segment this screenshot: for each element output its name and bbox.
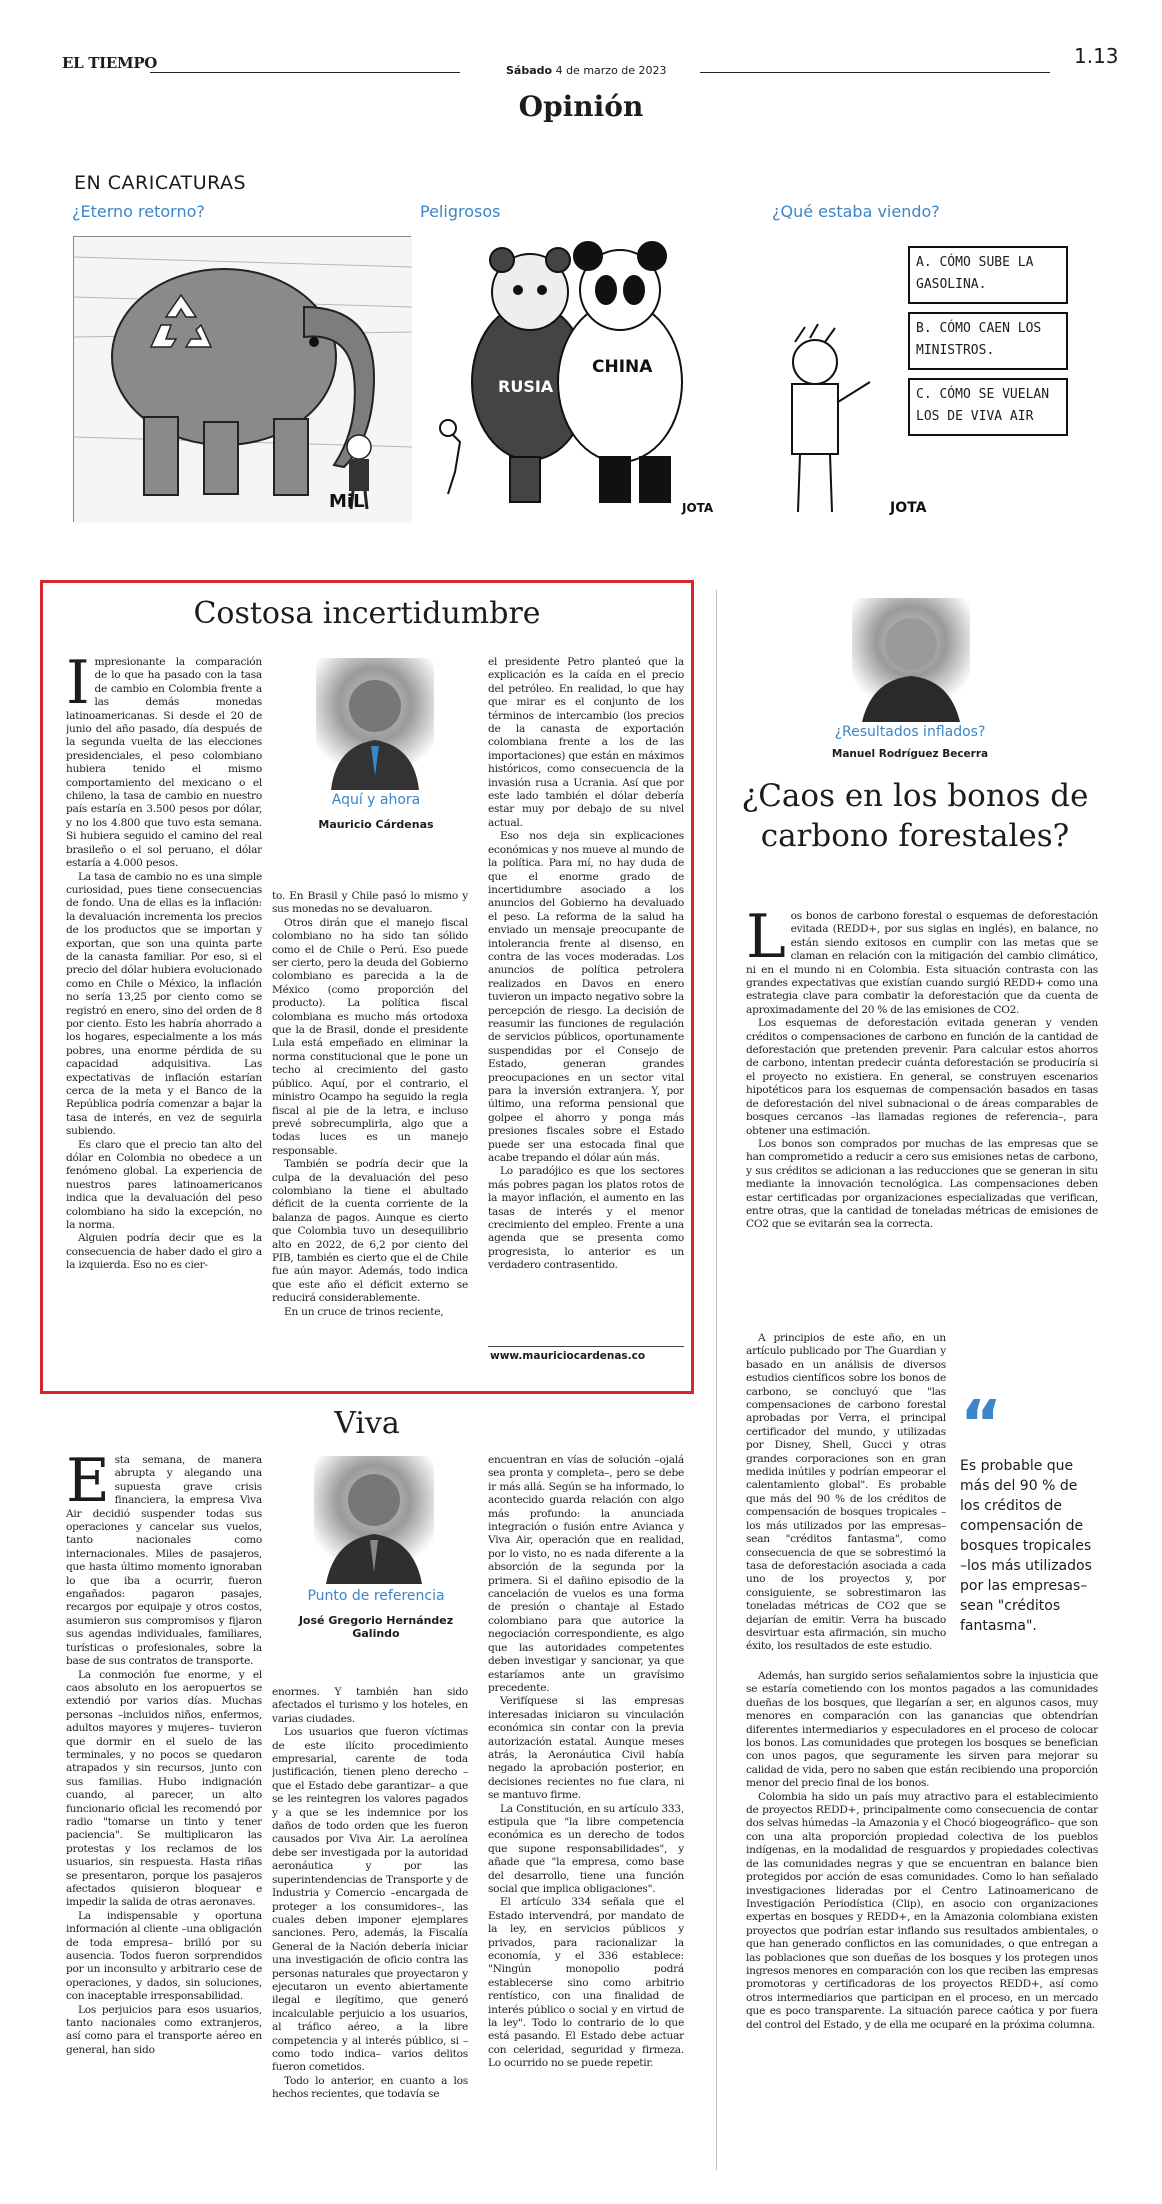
author-photo-cardenas (316, 658, 434, 790)
paragraph: enormes. Y también han sido afectados el turismo y los hoteles, en varias ciudades. (272, 1686, 468, 1725)
article2-col3 (488, 1454, 684, 2174)
article3-body (746, 910, 1098, 1330)
bears-illustration (420, 232, 750, 522)
paragraph: Alguien podría decir que es la consecuencia de haber dado el giro a la izquierda. Eso no es cier- (66, 1232, 262, 1272)
label-china: CHINA (592, 357, 653, 377)
paragraph: Otros dirán que el manejo fiscal colombiano no ha sido tan sólido como el de Chile o Perú. Eso puede ser cierto, pero la deuda del Gobierno colombiano es parecida a la de México (como proporción del producto). La política fiscal colombiana es mucho más ortodoxa que la de Brasil, donde el presidente Lula está empeñado en eliminar la norma constitucional que le pone un techo al crecimiento del gasto público. Aquí, por el contrario, el ministro Ocampo ha seguido la regla fiscal al pie de la letra, e incluso prevé sobrecumplirla, algo que a todas luces es un manejo responsable. (272, 916, 468, 1157)
cartoon-title-3: ¿Qué estaba viendo? (772, 202, 940, 221)
paper-name: EL TIEMPO (62, 54, 158, 72)
paragraph: También se podría decir que la culpa de la devaluación del peso colombiano la tiene el abultado déficit de la cuenta corriente de la balanza de pagos. Aunque es cierto que Colombia tuvo un desequilibrio alto en 2022, de 6,2 por ciento del PIB, también es cierto que el de Chile fue aún mayor. Además, todo indica que este año el déficit externo se reducirá considerablemente. (272, 1158, 468, 1305)
date-rest: 4 de marzo de 2023 (555, 64, 667, 77)
paragraph: Además, han surgido serios señalamientos sobre la injusticia que se estaría cometiendo con los montos pagados a las comunidades dueñas de los bosques, que llegarían a ser, en algunos casos, muy menores en comparación con las ganancias que obtendrían diferentes intermediarios y especuladores en el proceso de colocar los bonos. Las comunidades que protegen los bosques se benefician con unos pagos, que seguramente les sirven para mejorar su calidad de vida, pero no saben que están recibiendo una proporción menor del precio final de los bonos. (746, 1670, 1098, 1790)
article1-author: Mauricio Cárdenas (318, 818, 434, 831)
article3-author: Manuel Rodríguez Becerra (831, 748, 989, 760)
article3-column-name: ¿Resultados inflados? (834, 724, 986, 740)
cartoon-title-2: Peligrosos (420, 202, 501, 221)
article3-body2 (746, 1670, 1098, 2174)
article2-dropcap: E (66, 1454, 110, 1516)
paragraph: Los perjuicios para esos usuarios, tanto nacionales como extranjeros, así como para el transporte aéreo en general, han sido (66, 2003, 262, 2056)
column-divider (716, 590, 717, 2170)
cartoon-signature-2: JOTA (682, 501, 714, 515)
article2-column-name: Punto de referencia (307, 1588, 445, 1604)
paragraph: La tasa de cambio no es una simple curiosidad, pues tiene consecuencias de fondo. Una de ellas es la inflación: la devaluación incrementa los precios de los productos que se importan y exportan, que son una quinta parte de la canasta familiar. Por eso, si el precio del dólar hubiera evolucionado como en Chile o México, la inflación no sería 13,25 por ciento como se registró en enero, sino del orden de 8 por ciento. Esto les habría ahorrado a los hogares, especialmente a los más pobres, una enorme pérdida de su capacidad adquisitiva. Las expectativas de inflación estarían cerca de la meta y el Banco de la República podría comenzar a bajar la tasa de interés, en vez de seguirla subiendo. (66, 870, 262, 1138)
cartoon-bears (420, 232, 750, 522)
paragraph: Los bonos son comprados por muchas de las empresas que se han comprometido a reducir a cero sus emisiones netas de carbono, y sus créditos se adicionan a las reducciones que se generan in situ mediante la innovación tecnológica. Las compensaciones deben estar certificadas por organizaciones especializadas que verifican, entre otras, que la cantidad de toneladas métricas de emisiones de CO2 que se evitarán sea la correcta. (746, 1137, 1098, 1231)
paragraph: encuentran en vías de solución –ojalá sea pronta y completa–, pero se debe ir más allá. Según se ha informado, lo acontecido guarda relación con algo más profundo: la anunciada integración o fusión entre Avianca y Viva Air, operación que en realidad, por lo visto, no es nada diferente a la absorción de la segunda por la primera. Si el dañino episodio de la cancelación de vuelos es una forma de presión o chantaje al Estado colombiano para que autorice la negociación correspondiente, es algo que las autoridades competentes deben investigar y sancionar, ya que estaríamos ante un gravísimo precedente. (488, 1454, 684, 1694)
paragraph: to. En Brasil y Chile pasó lo mismo y sus monedas no se devaluaron. (272, 890, 468, 916)
paragraph: Verifíquese si las empresas interesadas iniciaron su vinculación económica sin contar con la previa autorización estatal. Aunque meses atrás, la Aeronáutica Civil había negado la aprobación posterior, en decisiones recientes no fue clara, ni se mantuvo firme. (488, 1695, 684, 1802)
cartoon-signature-1: MiL (329, 491, 365, 512)
quote-mark-icon: “ (960, 1388, 1003, 1462)
paragraph: Colombia ha sido un país muy atractivo para el establecimiento de proyectos REDD+, principalmente como consecuencia de contar dos selvas húmedas –la Amazonia y el Chocó biogeográfico– que son con una alta proporción propiedad colectiva de los pueblos indígenas, en la modalidad de resguardos y propiedades colectivas de las comunidades negras y que se encuentran en balance bien protegidos por acción de esas comunidades. Como lo han señalado investigaciones lideradas por el Centro Latinoamericano de Investigación Periodística (Clip), en asocio con organizaciones expertas en bosques y REDD+, en la Amazonia colombiana existen proyectos que podrían estar inflando sus resultados ambientales, o que han generado conflictos en las comunidades, o que entregan a las poblaciones que son dueñas de los bosques y los protegen unos ingresos menores en comparación con los que reciben las empresas promotoras y certificadoras de los proyectos REDD+, así como otros intermediarios que participan en el proceso, en un mercado que es poco transparente. La situación parece caótica y por fuera del control del Estado, y de ella me ocuparé en la próxima columna. (746, 1790, 1098, 2031)
paragraph: Los usuarios que fueron víctimas de este ilícito procedimiento empresarial, carente de toda justificación, tienen pleno derecho –que el Estado debe garantizar– a que se les reintegren los valores pagados y a que se les indemnice por los daños de todo orden que les fueron causados por Viva Air. La aerolínea debe ser investigada por la autoridad aeronáutica y por las superintendencias de Transporte y de Industria y Comercio –encargada de proteger a los consumidores–, las cuales deben imponer ejemplares sanciones. Pero, además, la Fiscalía General de la Nación debería iniciar una investigación de oficio contra las personas naturales que proyectaron y ejecutaron un evento abiertamente ilegal e ilegítimo, que generó incalculable perjuicio a los usuarios, al tráfico aéreo, a la libre competencia y al interés público, si –como todo indica– varios delitos fueron cometidos. (272, 1726, 468, 2074)
masthead-rule-left (150, 72, 460, 73)
paragraph: os bonos de carbono forestal o esquemas de deforestación evitada (REDD+, por sus siglas en inglés), en balance, no están siendo exitosos en cumplir con las metas que se claman en relación con la mitigación del cambio climático, ni en el mundo ni en Colombia. Esta situación contrasta con las grandes expectativas que existían cuando surgió REDD+ como una estrategia clave para combatir la deforestación que da cuenta de aproximadamente del 20 % de las emisiones de CO2. (746, 910, 1098, 1016)
section-title: Opinión (518, 90, 644, 123)
article2-col2 (272, 1686, 468, 2174)
paragraph: mpresionante la comparación de lo que ha pasado con la tasa de cambio en Colombia frente a las demás monedas latinoamericanas. Si desde el 20 de junio del año pasado, día después de la segunda vuelta de las elecciones presidenciales, el peso colombiano hubiera tenido el mismo comportamiento del mexicano o el chileno, la tasa de cambio en nuestro país estaría en 3.500 pesos por dólar, y no los 4.800 que tuvo esta semana. Si hubiera seguido el camino del real brasileño o el sol peruano, el dólar estaría a 4.000 pesos. (66, 656, 262, 870)
paragraph: La conmoción fue enorme, y el caos absoluto en los aeropuertos se extendió por varios días. Muchas personas –incluidos niños, enfermos, adultos mayores y mujeres– tuvieron que dormir en el suelo de las terminales, y no pocos se quedaron atrapados y sin recursos, junto con sus familias. Hubo indignación cuando, al parecer, un alto funcionario oficial les recomendó por radio "tomarse un tinto y tener paciencia". Se multiplicaron las protestas y los reclamos de los usuarios, sin respuesta. Hasta riñas se presentaron, porque los pasajeros afectados quisieron bloquear e impedir la salida de otras aeronaves. (66, 1668, 262, 1909)
cartoon-signature-3: JOTA (890, 500, 927, 516)
article1-website[interactable]: www.mauriciocardenas.co (490, 1350, 646, 1362)
date-day: Sábado (506, 64, 553, 77)
article2-col1 (66, 1454, 262, 2174)
cartoons-header: EN CARICATURAS (74, 172, 247, 194)
cartoon-title-1: ¿Eterno retorno? (72, 202, 205, 221)
article1-col1 (66, 656, 262, 1368)
paragraph: Lo paradójico es que los sectores más pobres pagan los platos rotos de la mayor inflación, el aumento en las tasas de interés y el menor crecimiento del empleo. Frente a una agenda que se presenta como progresista, lo anterior es un verdadero contrasentido. (488, 1165, 684, 1272)
pullquote (960, 1388, 1100, 1636)
cartoon-elephant (73, 236, 411, 522)
paragraph: La Constitución, en su artículo 333, estipula que "la libre competencia económica es un derecho de todos que supone responsabilidades", y añade que "la empresa, como base del desarrollo, tiene una función social que implica obligaciones". (488, 1802, 684, 1895)
paragraph: Los esquemas de deforestación evitada generan y venden créditos o compensaciones de carbono en función de la cantidad de deforestación que pretenden prevenir. Para calcular estos ahorros de carbono, intentan predecir cuánta deforestación se produciría si el proyecto no existiera. En general, se construyen escenarios hipotéticos para los esquemas de compensación basados en tasas de deforestación del nivel subnacional o de áreas comparables de bosques cercanos –las llamadas regiones de referencia–, para obtener una estimación. (746, 1017, 1098, 1137)
author-photo-rodriguez (852, 598, 970, 722)
article1-dropcap: I (66, 656, 90, 718)
option-b-box: B. CÓMO CAEN LOS MINISTROS. (908, 312, 1068, 370)
author-photo-hernandez (314, 1456, 434, 1584)
elephant-illustration (74, 237, 412, 523)
paragraph: el presidente Petro planteó que la explicación es la caída en el precio del petróleo. En realidad, lo que hay que mirar es el conjunto de los términos de intercambio (los precios de la canasta de exportación colombiana frente a los de las importaciones) que están en máximos históricos, como consecuencia de la invasión rusa a Ucrania. Así que por este lado también el dólar debería estar muy por debajo de su nivel actual. (488, 656, 684, 829)
article2-author: José Gregorio Hernández Galindo (298, 1614, 454, 1640)
option-c-box: C. CÓMO SE VUELAN LOS DE VIVA AIR (908, 378, 1068, 436)
article1-title: Costosa incertidumbre (193, 596, 541, 631)
paragraph: Es claro que el precio tan alto del dólar en Colombia no obedece a un fenómeno global. La experiencia de nuestros pares latinoamericanos indica que la devaluación del peso colombiano ha sido la excepción, no la norma. (66, 1138, 262, 1232)
masthead-date (506, 64, 667, 77)
cartoon-options (770, 232, 1080, 522)
pullquote-text: Es probable que más del 90 % de los créditos de compensación de bosques tropicales –los más utilizados por las empresas– sean "créditos fantasma". (960, 1458, 1092, 1634)
article3-title: ¿Caos en los bonos de carbono forestales? (741, 778, 1089, 854)
paragraph: La indispensable y oportuna información al cliente –una obligación de toda empresa– brilló por su ausencia. Todos fueron sorprendidos por un inconsulto y arbitrario cese de operaciones, y dados, sin soluciones, con inaceptable irresponsabilidad. (66, 1909, 262, 2003)
paragraph: Eso nos deja sin explicaciones económicas y nos mueve al mundo de la política. Para mí, no hay duda de que el enorme grado de incertidumbre asociado a los anuncios del Gobierno ha devaluado el peso. La reforma de la salud ha enviado un mensaje preocupante de intolerancia frente al disenso, en contra de las voces moderadas. Los anuncios de política petrolera realizados en Davos en enero tuvieron un impacto negativo sobre la percepción de riesgo. La decisión de reasumir las funciones de regulación de servicios públicos, oportunamente suspendidas por el Consejo de Estado, generan grandes preocupaciones en un sector vital para la inversión extranjera. Y, por último, una reforma pensional que golpee el ahorro y ponga más presiones fiscales sobre el Estado puede ser una estocada final que acabe trepando el dólar aún más. (488, 830, 684, 1165)
article1-col3 (488, 656, 684, 1316)
option-a-box: A. CÓMO SUBE LA GASOLINA. (908, 246, 1068, 304)
article3-narrow-col (746, 1332, 946, 1668)
article3-dropcap: L (746, 910, 786, 972)
masthead-rule-right (700, 72, 1050, 73)
paragraph: Todo lo anterior, en cuanto a los hechos recientes, que todavía se (272, 2074, 468, 2101)
paragraph: El artículo 334 señala que el Estado intervendrá, por mandato de la ley, en servicios públicos y privados, para racionalizar la economía, y el 336 establece: "Ningún monopolio podrá establecerse sino como arbitrio rentístico, con una finalidad de interés público o social y en virtud de la ley". Todo lo contrario de lo que está pasando. El Estado debe actuar con celeridad, seguridad y firmeza. Lo ocurrido no se puede repetir. (488, 1896, 684, 2070)
paragraph: En un cruce de trinos reciente, (284, 1305, 444, 1318)
page-number: 1.13 (1074, 44, 1119, 68)
article1-column-name: Aquí y ahora (331, 792, 421, 808)
paragraph: sta semana, de manera abrupta y alegando una supuesta grave crisis financiera, la empresa Viva Air decidió suspender todas sus operaciones y cancelar sus vuelos, tanto nacionales como internacionales. Miles de pasajeros, que hasta último momento ignoraban lo que iba a ocurrir, fueron engañados: pagaron pasajes, recargos por equipaje y otros costos, asumieron sus compromisos y fijaron sus agendas individuales, familiares, turísticas o profesionales, sobre la base de sus contratos de transporte. (66, 1454, 262, 1668)
article1-col2 (272, 890, 468, 1370)
paragraph: A principios de este año, en un artículo publicado por The Guardian y basado en un análisis de diversos estudios científicos sobre los bonos de carbono, se concluyó que "las compensaciones de carbono forestal aprobadas por Verra, el principal certificador del mundo, y utilizadas por Disney, Shell, Gucci y otras grandes corporaciones son en gran medida inútiles y podrían empeorar el calentamiento global". Es probable que más del 90 % de los créditos de compensación de bosques tropicales –los más utilizados por las empresas– sean "créditos fantasma", como consecuencia de que se sobrestimó la tasa de deforestación asociada a cada uno de los proyectos y, por consiguiente, se sobrestimaron las toneladas métricas de CO2 que se dejarían de emitir. Verra ha buscado desvirtuar esta afirmación, sin mucho éxito, los resultados de este estudio. (746, 1332, 946, 1653)
article2-title: Viva (334, 1406, 400, 1441)
label-rusia: RUSIA (498, 377, 554, 396)
article1-website-rule (488, 1346, 684, 1347)
